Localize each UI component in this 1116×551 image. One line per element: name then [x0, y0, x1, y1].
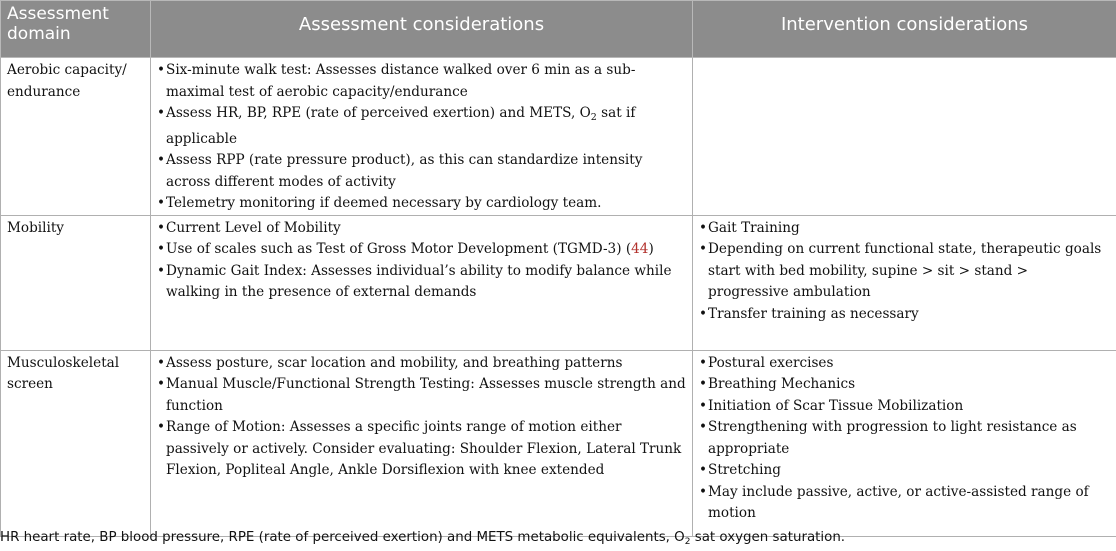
list-item	[157, 103, 686, 150]
intervention-cell	[693, 58, 1116, 216]
list-item: • Stretching	[699, 460, 1110, 482]
subscript: 2	[591, 112, 597, 123]
list-item: • Transfer training as necessary	[699, 304, 1110, 326]
list-item: • Manual Muscle/Functional Strength Testing: Assesses muscle strength and function	[157, 374, 686, 417]
list-item: • Range of Motion: Assesses a specific joints range of motion either passively or actively. Consider evaluating: Shoulder Flexion, Lateral Trunk Flexion, Popliteal Angle, Ankle Dorsiflexion with knee extended	[157, 417, 686, 482]
list-item: • Assess RPP (rate pressure product), as this can standardize intensity across different modes of activity	[157, 150, 686, 193]
list-item-text: Assess HR, BP, RPE (rate of perceived exertion) and METS, O	[166, 105, 591, 121]
domain-line: Musculoskeletal	[7, 355, 119, 371]
header-domain-line: domain	[7, 24, 71, 44]
table-row-mobility	[1, 215, 1116, 350]
intervention-cell	[693, 215, 1116, 350]
header-intervention-considerations: Intervention considerations	[693, 1, 1116, 58]
list-item: • Six-minute walk test: Assesses distance walked over 6 min as a sub-maximal test of aerobic capacity/endurance	[157, 60, 686, 103]
header-row	[1, 1, 1116, 58]
list-item: • Depending on current functional state, therapeutic goals start with bed mobility, supine > sit > stand > progressive ambulation	[699, 239, 1110, 304]
table-row-aerobic	[1, 58, 1116, 216]
subscript: 2	[685, 537, 691, 547]
list-item	[157, 239, 686, 261]
domain-line: endurance	[7, 84, 80, 100]
assessment-cell	[151, 350, 693, 536]
list-item: • Assess posture, scar location and mobility, and breathing patterns	[157, 353, 686, 375]
domain-line: screen	[7, 376, 53, 392]
list-item-text: )	[648, 241, 653, 257]
reference-link[interactable]: 44	[631, 241, 648, 257]
domain-line: Mobility	[7, 220, 64, 236]
header-assessment-domain	[1, 1, 151, 58]
list-item: • Telemetry monitoring if deemed necessary by cardiology team.	[157, 193, 686, 215]
list-item: • Dynamic Gait Index: Assesses individual’s ability to modify balance while walking in the presence of external demands	[157, 261, 686, 304]
list-item: • Initiation of Scar Tissue Mobilization	[699, 396, 1110, 418]
intervention-cell	[693, 350, 1116, 536]
domain-cell	[1, 350, 151, 536]
list-item: • Strengthening with progression to light resistance as appropriate	[699, 417, 1110, 460]
assessment-list	[157, 353, 686, 482]
list-item: • Postural exercises	[699, 353, 1110, 375]
list-item: • Breathing Mechanics	[699, 374, 1110, 396]
list-item: • Gait Training	[699, 218, 1110, 240]
assessment-cell	[151, 58, 693, 216]
intervention-list	[699, 353, 1110, 525]
header-domain-line: Assessment	[7, 4, 109, 24]
list-item: • Current Level of Mobility	[157, 218, 686, 240]
assessment-list	[157, 60, 686, 215]
table-footnote	[0, 529, 845, 551]
footnote-text: sat oxygen saturation.	[690, 530, 845, 545]
domain-line: Aerobic capacity/	[7, 62, 127, 78]
assessment-list	[157, 218, 686, 304]
table-row-musculoskeletal	[1, 350, 1116, 536]
header-assessment-considerations: Assessment considerations	[151, 1, 693, 58]
intervention-list	[699, 218, 1110, 326]
list-item: • May include passive, active, or active-assisted range of motion	[699, 482, 1110, 525]
domain-cell	[1, 215, 151, 350]
assessment-cell	[151, 215, 693, 350]
list-item-text: Use of scales such as Test of Gross Motor Development (TGMD-3) (	[166, 241, 631, 257]
footnote-text: HR heart rate, BP blood pressure, RPE (rate of perceived exertion) and METS metabolic equivalents, O	[0, 530, 685, 545]
list-item-text: sat if applicable	[166, 105, 635, 147]
domain-cell	[1, 58, 151, 216]
